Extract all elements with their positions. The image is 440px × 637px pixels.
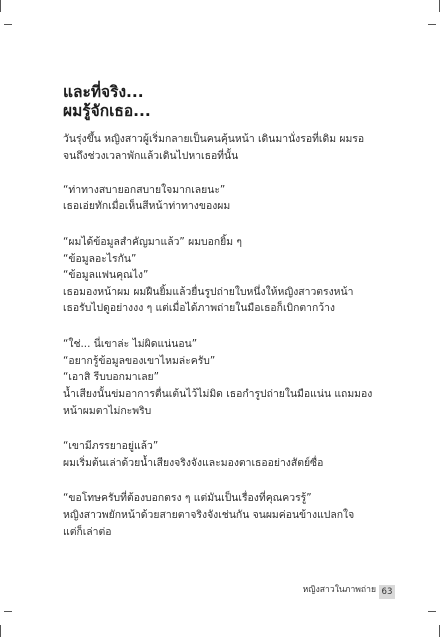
body-line: หญิงสาวพยักหน้าด้วยสายตาจริงจังเช่นกัน จนผมค่อนข้างแปลกใจ (63, 509, 355, 521)
body-line: เธอมองหน้าผม ผมฝืนยิ้มแล้วยื่นรูปถ่ายใบหนึ่งให้หญิงสาวตรงหน้า (63, 286, 354, 298)
crop-mark-mid-left-bottom (4, 611, 12, 612)
body-line: “ข้อมูลอะไรกัน” (63, 253, 137, 265)
body-line: “ผมได้ข้อมูลสำคัญมาแล้ว” ผมบอกยิ้ม ๆ (63, 236, 242, 248)
body-line: “อยากรู้ข้อมูลของเขาไหมล่ะครับ” (63, 355, 216, 367)
chapter-heading-line2: ผมรู้จักเธอ... (63, 102, 151, 120)
page-number: 63 (379, 585, 395, 599)
body-line: น้ำเสียงนั้นข่มอาการตื่นเต้นไว้ไม่มิด เธอกำรูปถ่ายในมือแน่น แถมมอง (63, 388, 373, 400)
body-line: จนถึงช่วงเวลาพักแล้วเดินไปหาเธอที่นั้น (63, 150, 239, 162)
body-line: เธอเอ่ยทักเมื่อเห็นสีหน้าท่าทางของผม (63, 200, 231, 212)
crop-mark-bottom-left (0, 625, 1, 637)
body-line: “เขามีภรรยาอยู่แล้ว” (63, 440, 159, 452)
body-line: “ข้อมูลแฟนคุณไง” (63, 269, 149, 281)
body-line: “ท่าทางสบายอกสบายใจมากเลยนะ” (63, 184, 226, 196)
body-line: “เอาสิ รีบบอกมาเลย” (63, 371, 160, 383)
crop-mark-mid-right-bottom (428, 611, 436, 612)
running-footer-title: หญิงสาวในภาพถ่าย (302, 585, 376, 595)
body-line: หน้าผมตาไม่กะพริบ (63, 405, 152, 417)
chapter-heading-line1: และที่จริง... (63, 83, 144, 101)
body-line: เธอรับไปดูอย่างงง ๆ แต่เมื่อได้ภาพถ่ายในมือเธอก็เบิกตากว้าง (63, 302, 336, 314)
crop-mark-top-left (0, 0, 1, 12)
body-line: ผมเริ่มต้นเล่าด้วยน้ำเสียงจริงจังและมองตาเธออย่างสัตย์ซื่อ (63, 457, 324, 469)
body-line: แต่ก็เล่าต่อ (63, 526, 112, 538)
crop-mark-mid-left-top (4, 24, 12, 25)
body-line: “ขอโทษครับที่ต้องบอกตรง ๆ แต่มันเป็นเรื่องที่คุณควรรู้” (63, 492, 312, 504)
crop-mark-mid-right-top (428, 24, 436, 25)
body-line: วันรุ่งขึ้น หญิงสาวผู้เริ่มกลายเป็นคนคุ้นหน้า เดินมานั่งรอที่เดิม ผมรอ (63, 133, 365, 145)
body-line: “ใช่... นี่เขาล่ะ ไม่ผิดแน่นอน” (63, 338, 198, 350)
